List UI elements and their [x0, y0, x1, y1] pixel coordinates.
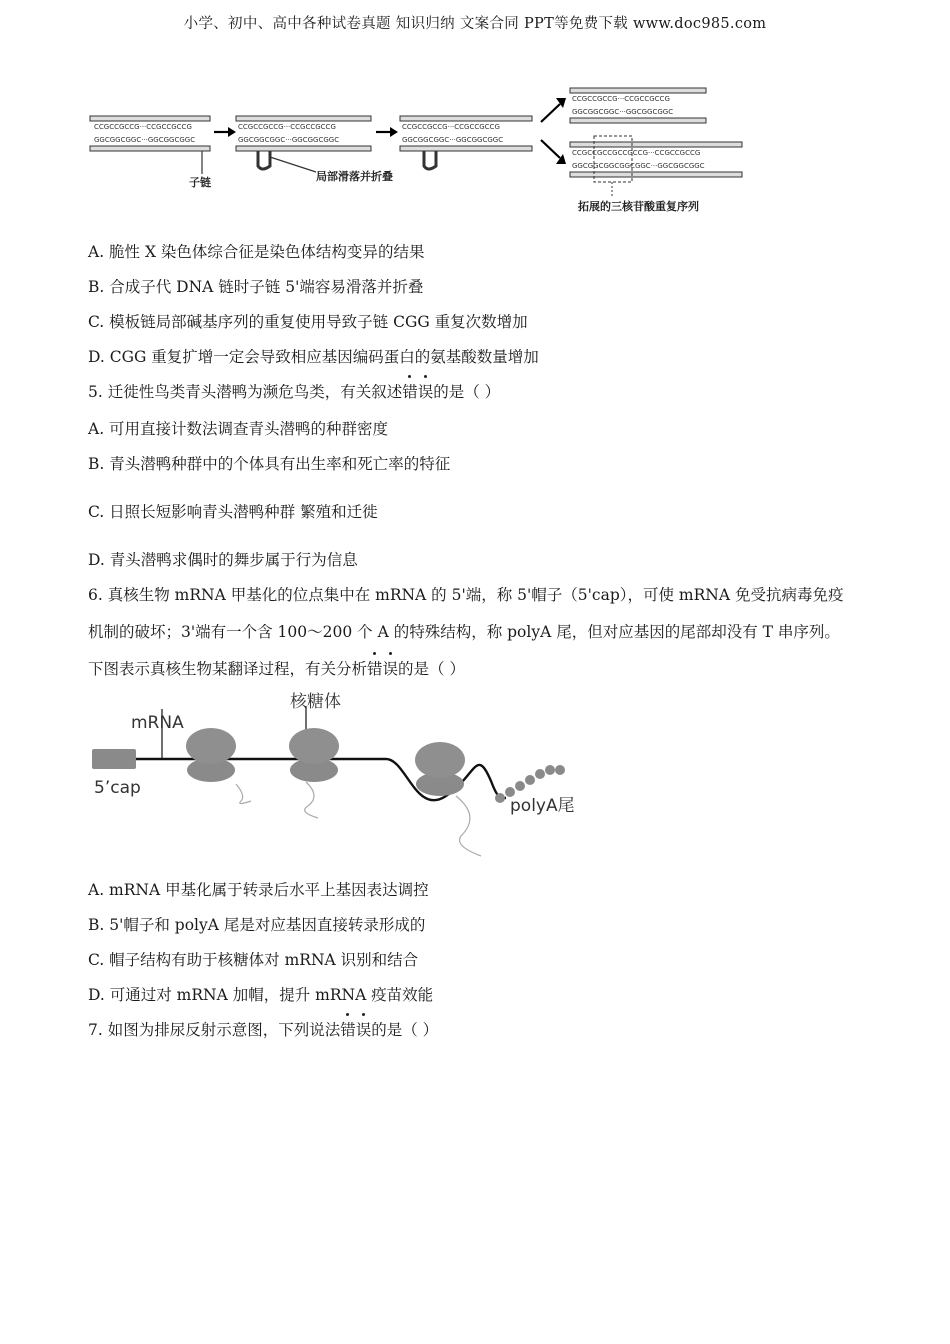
panel-4-bottom	[570, 136, 742, 213]
svg-text:CCGCCGCCG···CCGCCGCCG: CCGCCGCCG···CCGCCGCCG	[572, 95, 670, 103]
q6-stem-line-3: 下图表示真核生物某翻译过程，有关分析错误的是（ ）	[88, 657, 465, 679]
q6-option-a: A. mRNA 甲基化属于转录后水平上基因表达调控	[88, 881, 429, 899]
label-5cap: 5’cap	[94, 778, 141, 798]
svg-text:CCGCCGCCG···CCGCCGCCG: CCGCCGCCG···CCGCCGCCG	[402, 123, 500, 131]
label-slip-fold: 局部滑落并折叠	[316, 170, 393, 183]
q5-option-a: A. 可用直接计数法调查青头潜鸭的种群密度	[88, 420, 389, 438]
svg-text:GGCGGCGGCGGCGGC···GGCGGCGGC: GGCGGCGGCGGCGGC···GGCGGCGGC	[572, 162, 705, 170]
q6-option-c: C. 帽子结构有助于核糖体对 mRNA 识别和结合	[88, 951, 419, 969]
panel-1	[90, 116, 212, 189]
q6-option-d: D. 可通过对 mRNA 加帽，提升 mRNA 疫苗效能	[88, 986, 434, 1004]
label-polya: polyA尾	[510, 796, 575, 816]
q6-stem-line-1: 6. 真核生物 mRNA 甲基化的位点集中在 mRNA 的 5'端，称 5'帽子（5'cap），可使 mRNA 免受抗病毒免疫	[88, 586, 844, 604]
svg-text:GGCGGCGGC···GGCGGCGGC: GGCGGCGGC···GGCGGCGGC	[402, 136, 504, 144]
q4-option-c: C. 模板链局部碱基序列的重复使用导致子链 CGG 重复次数增加	[88, 313, 528, 331]
q5-option-c: C. 日照长短影响青头潜鸭种群 繁殖和迁徙	[88, 503, 378, 521]
q4-option-a: A. 脆性 X 染色体综合征是染色体结构变异的结果	[88, 243, 425, 261]
emphasis-char: 误	[383, 657, 399, 679]
q4-option-d: D. CGG 重复扩增一定会导致相应基因编码蛋白的氨基酸数量增加	[88, 348, 539, 366]
q6-stem-line-2: 机制的破坏；3'端有一个含 100～200 个 A 的特殊结构，称 polyA 尾，但对应基因的尾部却没有 T 串序列。	[88, 623, 840, 641]
svg-text:CCGCCGCCG···CCGCCGCCG: CCGCCGCCG···CCGCCGCCG	[238, 123, 336, 131]
emphasis-char: 误	[418, 380, 434, 402]
svg-text:CCGCCGCCGCCGCCG···CCGCCGCCG: CCGCCGCCGCCGCCG···CCGCCGCCG	[572, 149, 701, 157]
q5-stem: 5. 迁徙性鸟类青头潜鸭为濒危鸟类，有关叙述错误的是（ ）	[88, 380, 500, 402]
label-ribosome: 核糖体	[290, 692, 341, 712]
emphasis-char: 错	[340, 1018, 356, 1040]
label-mrna: mRNA	[131, 713, 184, 733]
figure-translation	[86, 686, 586, 862]
q7-stem: 7. 如图为排尿反射示意图，下列说法错误的是（ ）	[88, 1018, 438, 1040]
q6-option-b: B. 5'帽子和 polyA 尾是对应基因直接转录形成的	[88, 916, 426, 934]
emphasis-char: 错	[402, 380, 418, 402]
page-header: 小学、初中、高中各种试卷真题 知识归纳 文案合同 PPT等免费下载 www.doc985.com	[183, 16, 767, 32]
figure-dna-slippage	[86, 82, 756, 217]
ribosome-2	[289, 728, 339, 818]
emphasis-char: 错	[367, 657, 383, 679]
q5-option-d: D. 青头潜鸭求偶时的舞步属于行为信息	[88, 551, 358, 569]
q5-option-b: B. 青头潜鸭种群中的个体具有出生率和死亡率的特征	[88, 455, 451, 473]
cap-box	[92, 749, 136, 769]
arrow-up	[541, 104, 560, 122]
panel-3	[400, 116, 532, 169]
seq-top: CCGCCGCCG···CCGCCGCCG	[94, 123, 192, 131]
svg-text:GGCGGCGGC···GGCGGCGGC: GGCGGCGGC···GGCGGCGGC	[238, 136, 340, 144]
label-expanded-repeat: 拓展的三核苷酸重复序列	[578, 200, 699, 213]
seq-bottom: GGCGGCGGC···GGCGGCGGC	[94, 136, 196, 144]
svg-text:GGCGGCGGC···GGCGGCGGC: GGCGGCGGC···GGCGGCGGC	[572, 108, 674, 116]
label-daughter-strand: 子链	[189, 176, 211, 189]
panel-4-top	[570, 88, 706, 123]
emphasis-char: 误	[356, 1018, 372, 1040]
ribosome-1	[186, 728, 251, 804]
q4-option-b: B. 合成子代 DNA 链时子链 5'端容易滑落并折叠	[88, 278, 424, 296]
panel-2	[236, 116, 393, 183]
arrow-down	[541, 140, 560, 158]
